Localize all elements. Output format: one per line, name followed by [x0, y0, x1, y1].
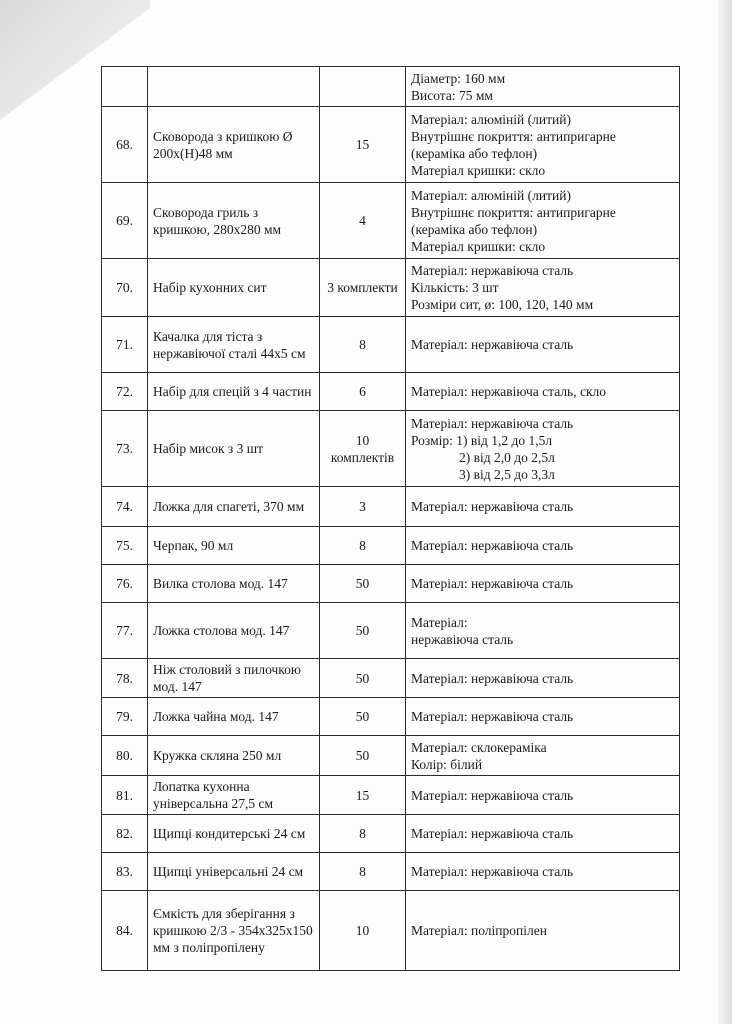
item-name: Ложка чайна мод. 147 [148, 698, 320, 736]
requirement-line: Матеріал: нержавіюча сталь, скло [411, 384, 606, 399]
item-number [102, 67, 148, 107]
item-name: Набір для спецій з 4 частин [148, 373, 320, 411]
requirement-line: (кераміка або тефлон) [411, 145, 538, 161]
item-quantity: 50 [320, 603, 406, 659]
item-name: Кружка скляна 250 мл [148, 736, 320, 776]
item-requirements [406, 659, 680, 698]
requirement-line: 3) від 2,5 до 3,3л [459, 466, 555, 482]
item-requirements [406, 67, 680, 107]
requirement-line: 2) від 2,0 до 2,5л [459, 449, 555, 465]
requirement-line: Матеріал: склокераміка [411, 739, 547, 755]
item-quantity: 4 [320, 183, 406, 259]
requirement-line: Матеріал: нержавіюча сталь [411, 337, 574, 352]
requirement-line: Розміри сит, ø: 100, 120, 140 мм [411, 297, 594, 312]
item-name: Ніж столовий з пилочкою мод. 147 [148, 659, 320, 698]
item-name: Лопатка кухонна універсальна 27,5 см [148, 776, 320, 815]
item-quantity: 15 [320, 107, 406, 183]
item-name: Качалка для тіста з нержавіючої сталі 44х5 см [148, 317, 320, 373]
item-name: Ложка столова мод. 147 [148, 603, 320, 659]
requirement-line: Матеріал кришки: скло [411, 162, 546, 178]
item-number: 77. [102, 603, 148, 659]
table-row [102, 776, 680, 815]
table-row [102, 107, 680, 183]
requirement-line: Матеріал: нержавіюча сталь [411, 576, 574, 591]
item-name: Ложка для спагеті, 370 мм [148, 487, 320, 527]
item-requirements [406, 698, 680, 736]
item-number: 75. [102, 527, 148, 565]
requirement-line: Матеріал: нержавіюча сталь [411, 499, 574, 514]
table-row [102, 853, 680, 891]
item-name: Вилка столова мод. 147 [148, 565, 320, 603]
item-requirements [406, 891, 680, 971]
requirement-line: Матеріал: нержавіюча сталь [411, 415, 574, 431]
item-requirements [406, 527, 680, 565]
item-quantity: 50 [320, 659, 406, 698]
table-row [102, 259, 680, 317]
requirement-line: нержавіюча сталь [411, 631, 514, 647]
item-number: 83. [102, 853, 148, 891]
table-row [102, 603, 680, 659]
table-row [102, 317, 680, 373]
item-quantity: 8 [320, 527, 406, 565]
table-row [102, 698, 680, 736]
item-name: Сковорода гриль з кришкою, 280х280 мм [148, 183, 320, 259]
requirement-line: Матеріал: нержавіюча сталь [411, 538, 574, 553]
requirement-line: Внутрішнє покриття: антипригарне [411, 204, 616, 220]
item-requirements [406, 776, 680, 815]
item-requirements [406, 736, 680, 776]
item-quantity: 15 [320, 776, 406, 815]
requirement-line: Матеріал: [411, 614, 468, 630]
item-number: 81. [102, 776, 148, 815]
item-requirements [406, 259, 680, 317]
item-number: 76. [102, 565, 148, 603]
item-quantity: 50 [320, 736, 406, 776]
item-name: Сковорода з кришкою Ø 200х(Н)48 мм [148, 107, 320, 183]
item-number: 71. [102, 317, 148, 373]
item-requirements [406, 411, 680, 487]
table-row [102, 487, 680, 527]
item-requirements [406, 183, 680, 259]
table-row [102, 736, 680, 776]
requirement-line: Кількість: 3 шт [411, 280, 499, 295]
requirement-line: (кераміка або тефлон) [411, 221, 538, 237]
item-name: Щипці кондитерські 24 см [148, 815, 320, 853]
item-quantity: 3 комплекти [320, 259, 406, 317]
requirement-line: Матеріал: нержавіюча сталь [411, 709, 574, 724]
requirement-line: Колір: білий [411, 756, 483, 772]
item-name: Набір мисок з 3 шт [148, 411, 320, 487]
table-row [102, 659, 680, 698]
item-number: 72. [102, 373, 148, 411]
item-name [148, 67, 320, 107]
item-number: 73. [102, 411, 148, 487]
item-number: 70. [102, 259, 148, 317]
table-row [102, 815, 680, 853]
item-number: 82. [102, 815, 148, 853]
item-quantity: 8 [320, 317, 406, 373]
item-number: 84. [102, 891, 148, 971]
item-requirements [406, 565, 680, 603]
item-requirements [406, 815, 680, 853]
requirement-line: Матеріал: поліпропілен [411, 923, 547, 938]
item-requirements [406, 603, 680, 659]
item-number: 80. [102, 736, 148, 776]
item-quantity: 50 [320, 698, 406, 736]
requirement-line: Висота: 75 мм [411, 87, 493, 103]
item-number: 69. [102, 183, 148, 259]
page-edge-shadow [718, 0, 732, 1024]
item-number: 79. [102, 698, 148, 736]
requirement-line: Матеріал: нержавіюча сталь [411, 826, 574, 841]
requirement-line: Матеріал: алюміній (литий) [411, 187, 571, 203]
item-quantity: 8 [320, 853, 406, 891]
item-quantity: 50 [320, 565, 406, 603]
item-number: 74. [102, 487, 148, 527]
item-requirements [406, 487, 680, 527]
requirement-line: Діаметр: 160 мм [411, 70, 506, 86]
item-quantity: 10 [320, 891, 406, 971]
requirement-line: Матеріал: алюміній (литий) [411, 111, 571, 127]
requirement-line: Матеріал: нержавіюча сталь [411, 787, 574, 803]
item-name: Черпак, 90 мл [148, 527, 320, 565]
requirement-line: Внутрішнє покриття: антипригарне [411, 128, 616, 144]
requirement-line: Матеріал: нержавіюча сталь [411, 263, 574, 278]
table-row [102, 411, 680, 487]
table-row [102, 565, 680, 603]
item-requirements [406, 317, 680, 373]
requirement-line: Матеріал: нержавіюча сталь [411, 864, 574, 879]
item-quantity [320, 67, 406, 107]
item-quantity: 8 [320, 815, 406, 853]
item-number: 78. [102, 659, 148, 698]
specification-table-body [102, 67, 680, 971]
item-quantity: 6 [320, 373, 406, 411]
specification-table [101, 66, 680, 971]
table-row [102, 527, 680, 565]
item-quantity: 10 комплектів [320, 411, 406, 487]
item-number: 68. [102, 107, 148, 183]
item-requirements [406, 853, 680, 891]
item-requirements [406, 373, 680, 411]
item-name: Набір кухонних сит [148, 259, 320, 317]
table-row [102, 891, 680, 971]
item-requirements [406, 107, 680, 183]
item-quantity: 3 [320, 487, 406, 527]
item-name: Ємкість для зберігання з кришкою 2/3 - 354х325х150 мм з поліпропілену [148, 891, 320, 971]
table-row [102, 183, 680, 259]
requirement-line: Матеріал кришки: скло [411, 238, 546, 254]
item-name: Щипці універсальні 24 см [148, 853, 320, 891]
table-row [102, 373, 680, 411]
table-row [102, 67, 680, 107]
requirement-line: Матеріал: нержавіюча сталь [411, 670, 574, 686]
requirement-line: Розмір: 1) від 1,2 до 1,5л [411, 432, 553, 448]
